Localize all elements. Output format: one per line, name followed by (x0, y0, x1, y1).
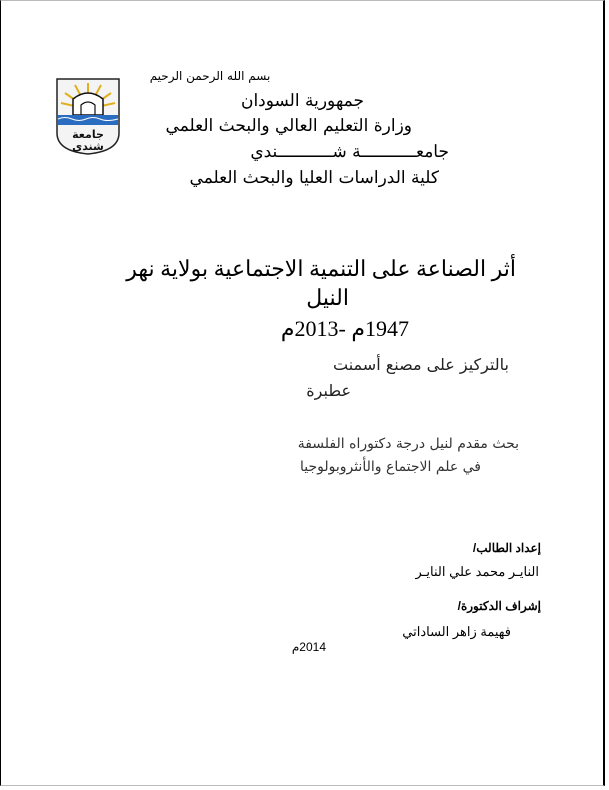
basmala: بسم الله الرحمن الرحيم (149, 69, 271, 83)
logo-text-bottom: شندي (72, 140, 104, 153)
student-label: إعداد الطالب/ (472, 541, 541, 555)
student-name: النايـر محمد علي النايـر (415, 564, 539, 579)
degree-statement-line-2: في علم الاجتماع والأنثروبولوجيا (299, 459, 481, 475)
focus-line-2: عطبرة (306, 381, 351, 400)
thesis-years: 1947م -2013م (280, 316, 409, 341)
university-name: جامعـــــــــــة شـــــــــــندي (250, 142, 449, 162)
thesis-title-line-1: أثر الصناعة على التنمية الاجتماعية بولاية نهر (126, 256, 516, 281)
faculty-name: كلية الدراسات العليا والبحث العلمي (189, 168, 439, 188)
supervisor-label: إشراف الدكتورة/ (457, 599, 541, 613)
university-logo-icon (55, 75, 121, 155)
thesis-title-line-2: النيل (306, 285, 349, 310)
ministry-name: وزارة التعليم العالي والبحث العلمي (165, 116, 412, 136)
supervisor-name: فهيمة زاهر الساداتي (402, 624, 511, 639)
logo-text-top: جامعة (72, 128, 104, 141)
republic-name: جمهورية السودان (240, 91, 364, 111)
degree-statement-line-1: بحث مقدم لنيل درجة دكتوراه الفلسفة (297, 436, 519, 452)
focus-line-1: بالتركيز على مصنع أسمنت (333, 355, 509, 374)
submission-year: 2014م (291, 640, 326, 654)
